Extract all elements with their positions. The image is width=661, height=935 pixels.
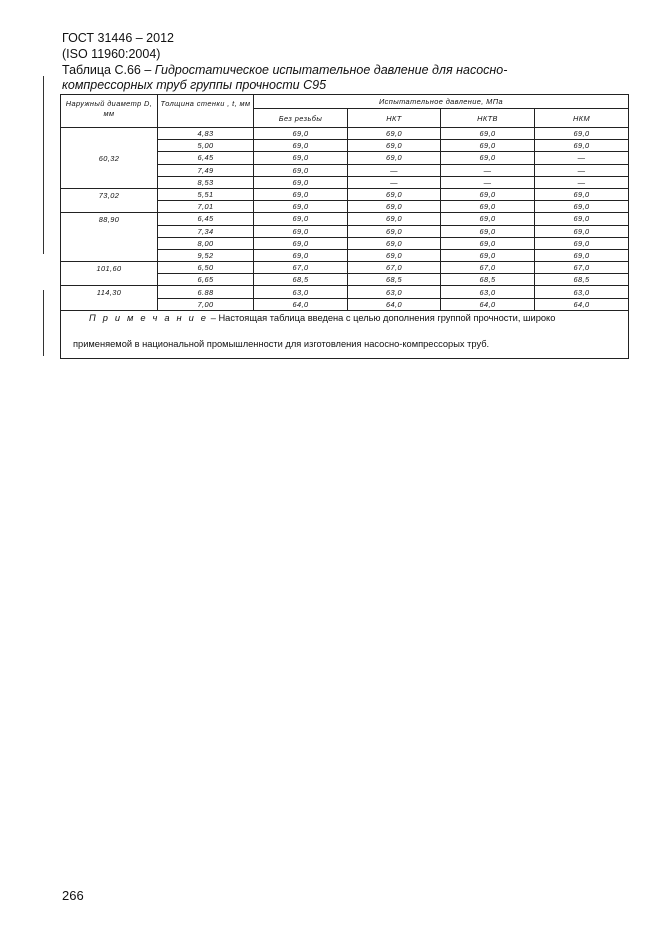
- pressure-cell: 63,0: [254, 286, 348, 298]
- note-text-2: применяемой в национальной промышленности для изготовления насосно-компрессорых труб.: [73, 338, 490, 349]
- pressure-cell: 67,0: [535, 262, 629, 274]
- pressure-cell: 69,0: [441, 152, 535, 164]
- pressure-cell: 69,0: [254, 237, 348, 249]
- header-pressure: Испытательное давление, МПа: [254, 95, 629, 109]
- thickness-cell: 5,00: [158, 140, 254, 152]
- pressure-cell: 69,0: [254, 188, 348, 200]
- thickness-cell: 6,45: [158, 152, 254, 164]
- pressure-cell: —: [441, 176, 535, 188]
- pressure-cell: 69,0: [254, 164, 348, 176]
- pressure-cell: 69,0: [535, 201, 629, 213]
- table-row: [61, 188, 629, 200]
- pressure-cell: —: [535, 152, 629, 164]
- pressure-cell: 68,5: [441, 274, 535, 286]
- diameter-cell: 88,90: [61, 213, 158, 262]
- pressure-cell: 69,0: [535, 237, 629, 249]
- thickness-cell: 7,01: [158, 201, 254, 213]
- pressure-cell: 68,5: [535, 274, 629, 286]
- pressure-cell: 67,0: [254, 262, 348, 274]
- header-nkm: НКМ: [535, 109, 629, 128]
- pressure-cell: 69,0: [254, 225, 348, 237]
- header-no-thread: Без резьбы: [254, 109, 348, 128]
- pressure-cell: 63,0: [535, 286, 629, 298]
- diameter-cell: 73,02: [61, 188, 158, 212]
- pressure-cell: 69,0: [348, 140, 441, 152]
- note-label: П р и м е ч а н и е: [89, 312, 209, 323]
- pressure-cell: 69,0: [348, 237, 441, 249]
- pressure-cell: 67,0: [441, 262, 535, 274]
- thickness-cell: 6,65: [158, 274, 254, 286]
- pressure-cell: 69,0: [535, 225, 629, 237]
- thickness-cell: 5,51: [158, 188, 254, 200]
- thickness-cell: 7,00: [158, 298, 254, 310]
- table-title-line2: компрессорных труб группы прочности С95: [62, 78, 327, 92]
- pressure-cell: 69,0: [441, 249, 535, 261]
- thickness-cell: 8,00: [158, 237, 254, 249]
- thickness-cell: 6,45: [158, 213, 254, 225]
- pressure-cell: 69,0: [254, 140, 348, 152]
- thickness-cell: 6.88: [158, 286, 254, 298]
- thickness-cell: 6,50: [158, 262, 254, 274]
- pressure-cell: 69,0: [535, 140, 629, 152]
- revision-margin-bar: [43, 76, 44, 254]
- pressure-cell: 69,0: [254, 128, 348, 140]
- pressure-cell: 69,0: [441, 225, 535, 237]
- table-row: [61, 262, 629, 274]
- iso-reference: (ISO 11960:2004): [62, 47, 161, 61]
- pressure-cell: 69,0: [254, 176, 348, 188]
- header-nkt: НКТ: [348, 109, 441, 128]
- header-nktv: НКТВ: [441, 109, 535, 128]
- pressure-cell: 69,0: [441, 201, 535, 213]
- header-thickness: Толщина стенки , t, мм: [158, 95, 254, 128]
- pressure-cell: 69,0: [348, 249, 441, 261]
- pressure-cell: 69,0: [535, 249, 629, 261]
- pressure-cell: 69,0: [254, 213, 348, 225]
- pressure-cell: 69,0: [348, 213, 441, 225]
- pressure-cell: —: [535, 164, 629, 176]
- table-title: [62, 63, 507, 77]
- pressure-cell: 69,0: [348, 128, 441, 140]
- note-text-1: – Настоящая таблица введена с целью дополнения группой прочности, широко: [208, 312, 556, 323]
- pressure-cell: —: [348, 176, 441, 188]
- table-row: [61, 128, 629, 140]
- pressure-cell: 69,0: [254, 152, 348, 164]
- pressure-cell: 69,0: [348, 201, 441, 213]
- pressure-cell: —: [535, 176, 629, 188]
- standard-number: ГОСТ 31446 – 2012: [62, 31, 174, 45]
- pressure-cell: 64,0: [535, 298, 629, 310]
- table-title-line1: Гидростатическое испытательное давление для насосно-: [154, 63, 508, 77]
- pressure-cell: 64,0: [441, 298, 535, 310]
- pressure-cell: 69,0: [535, 128, 629, 140]
- pressure-cell: 69,0: [535, 188, 629, 200]
- thickness-cell: 4,83: [158, 128, 254, 140]
- pressure-cell: 63,0: [441, 286, 535, 298]
- pressure-cell: —: [348, 164, 441, 176]
- pressure-cell: 69,0: [254, 201, 348, 213]
- header-diameter: Наружный диаметр D, мм: [61, 95, 158, 128]
- pressure-cell: 68,5: [348, 274, 441, 286]
- diameter-cell: 60,32: [61, 128, 158, 189]
- pressure-cell: 69,0: [535, 213, 629, 225]
- table-note: [61, 310, 629, 358]
- pressure-cell: 68,5: [254, 274, 348, 286]
- diameter-cell: 101,60: [61, 262, 158, 286]
- thickness-cell: 8,53: [158, 176, 254, 188]
- pressure-cell: —: [441, 164, 535, 176]
- pressure-cell: 69,0: [254, 249, 348, 261]
- pressure-cell: 69,0: [441, 213, 535, 225]
- pressure-cell: 69,0: [441, 188, 535, 200]
- table-title-cont: [62, 78, 326, 92]
- pressure-cell: 69,0: [348, 188, 441, 200]
- pressure-cell: 69,0: [441, 237, 535, 249]
- pressure-cell: 69,0: [348, 225, 441, 237]
- table-caption-prefix: Таблица С.66 –: [62, 63, 155, 77]
- pressure-cell: 69,0: [441, 140, 535, 152]
- pressure-cell: 69,0: [441, 128, 535, 140]
- table-row: [61, 213, 629, 225]
- page-number: 266: [62, 888, 84, 903]
- thickness-cell: 9,52: [158, 249, 254, 261]
- revision-margin-bar-2: [43, 290, 44, 356]
- pressure-cell: 64,0: [254, 298, 348, 310]
- pressure-cell: 63,0: [348, 286, 441, 298]
- table-row: [61, 286, 629, 298]
- thickness-cell: 7,49: [158, 164, 254, 176]
- diameter-cell: 114,30: [61, 286, 158, 310]
- pressure-cell: 69,0: [348, 152, 441, 164]
- thickness-cell: 7,34: [158, 225, 254, 237]
- pressure-cell: 67,0: [348, 262, 441, 274]
- note-line-1: [73, 313, 628, 339]
- pressure-cell: 64,0: [348, 298, 441, 310]
- pressure-table: [60, 94, 629, 359]
